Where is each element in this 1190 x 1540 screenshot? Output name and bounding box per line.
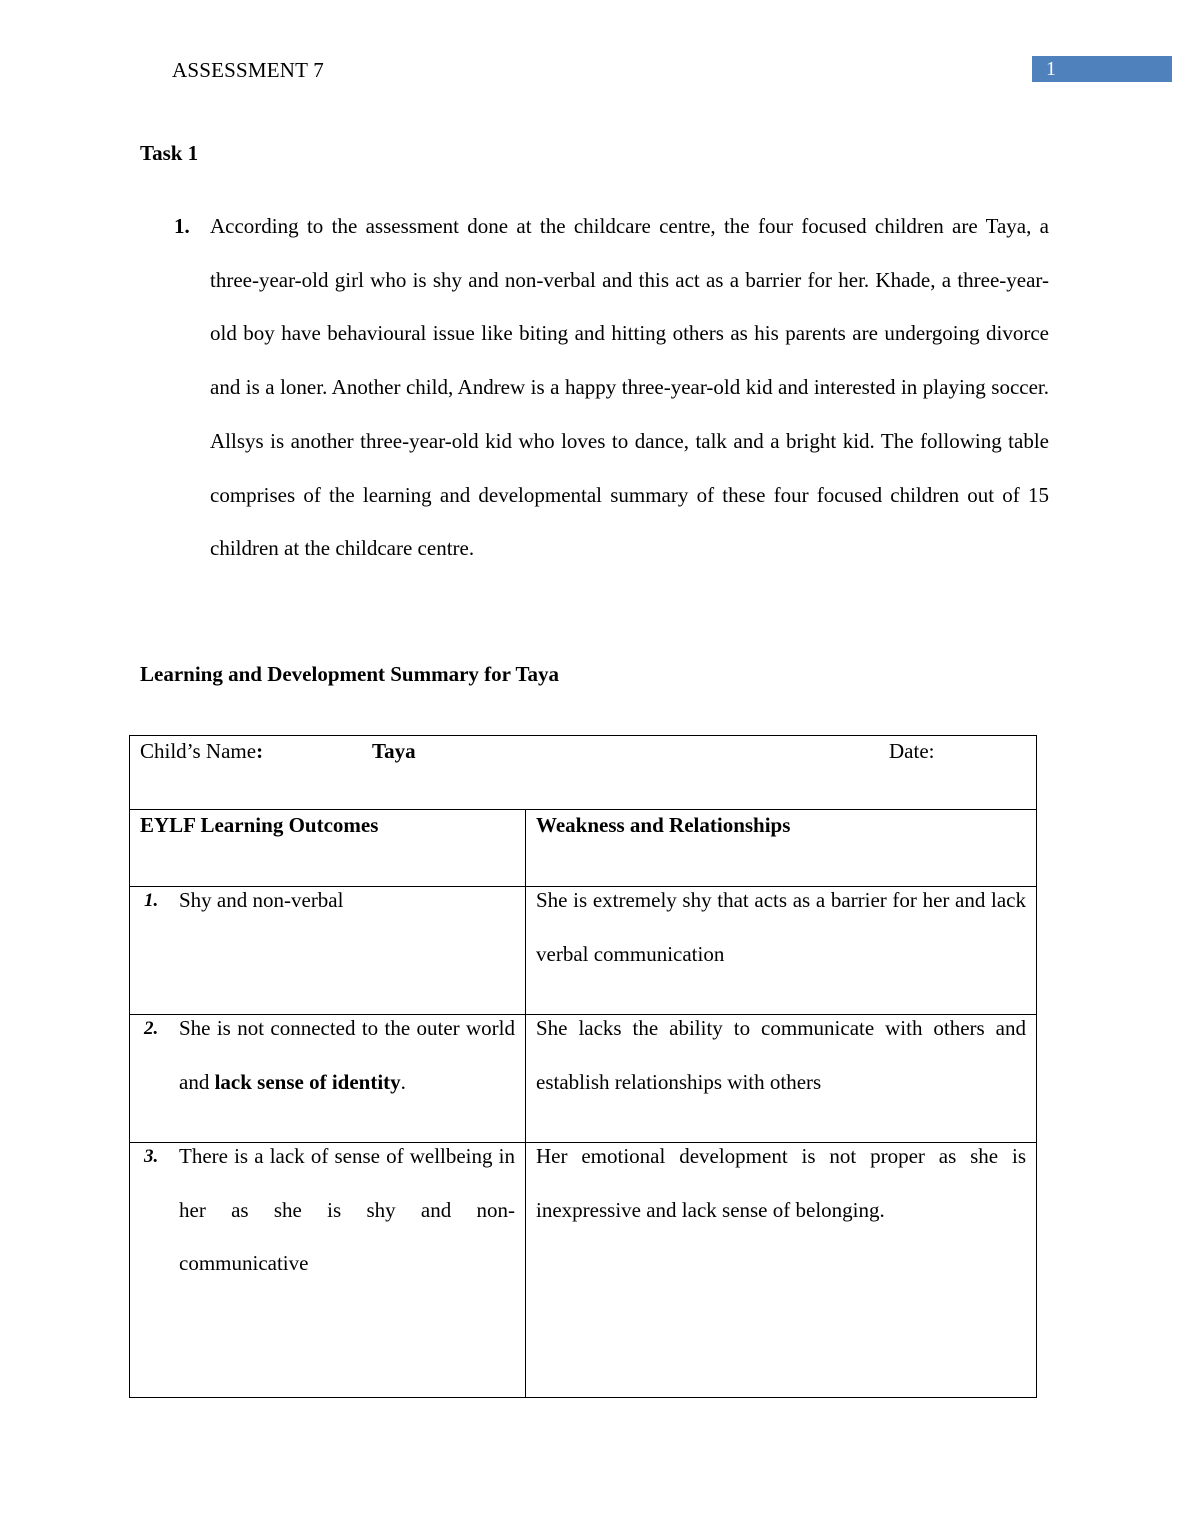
outcome-text: Shy and non-verbal (179, 888, 344, 912)
list-item-number: 1. (174, 214, 190, 238)
child-name-cell (130, 736, 1037, 810)
outcome-cell (130, 887, 526, 1015)
child-name-value: Taya (372, 739, 416, 763)
table-row (130, 1143, 1037, 1398)
weakness-text: She lacks the ability to communicate with others and establish relationships with others (536, 1016, 1026, 1094)
table-row (130, 887, 1037, 1015)
outcome-number: 3. (144, 1146, 159, 1167)
child-name-colon: : (256, 739, 264, 763)
weakness-text: Her emotional development is not proper as she is inexpressive and lack sense of belonging. (536, 1144, 1026, 1222)
col-outcomes-header: EYLF Learning Outcomes (130, 810, 526, 887)
page-number: 1 (1046, 58, 1056, 80)
outcome-text-pre: She is not connected to the outer world and (179, 1016, 515, 1094)
col-weakness-header: Weakness and Relationships (526, 810, 1037, 887)
outcome-cell (130, 1015, 526, 1143)
weakness-cell (526, 1015, 1037, 1143)
weakness-cell (526, 887, 1037, 1015)
intro-paragraph: According to the assessment done at the childcare centre, the four focused children are Taya, a three-year-old girl who is shy and non-verbal and this act as a barrier for her. Khade, a three-year-old boy have behavioural issue like biting and hitting others as his parents are undergoing divorce and is a loner. Another child, Andrew is a happy three-year-old kid and interested in playing soccer. Allsys is another three-year-old kid who loves to dance, talk and a bright kid. The following table comprises of the learning and developmental summary of these four focused children out of 15 children at the childcare centre. (210, 214, 1049, 561)
outcome-text (179, 1002, 515, 1109)
task-heading: Task 1 (140, 141, 199, 165)
summary-heading: Learning and Development Summary for Taya (140, 662, 560, 686)
table-row (130, 1015, 1037, 1143)
running-head: ASSESSMENT 7 (172, 58, 324, 82)
weakness-cell (526, 1143, 1037, 1398)
outcome-cell (130, 1143, 526, 1398)
outcome-text-post: . (400, 1069, 406, 1094)
outcome-number: 2. (144, 1018, 159, 1039)
outcome-text-bold: lack sense of identity (214, 1069, 401, 1094)
child-name-row (130, 736, 1037, 810)
weakness-text: She is extremely shy that acts as a barrier for her and lack verbal communication (536, 888, 1026, 966)
outcome-number: 1. (144, 890, 159, 911)
outcome-text: There is a lack of sense of wellbeing in her as she is shy and non-communicative (179, 1144, 515, 1275)
page-number-box (1032, 56, 1172, 82)
child-name-label (140, 739, 263, 764)
summary-table (129, 735, 1037, 1398)
date-label: Date: (889, 739, 935, 763)
child-name-label-text: Child’s Name (140, 739, 257, 763)
